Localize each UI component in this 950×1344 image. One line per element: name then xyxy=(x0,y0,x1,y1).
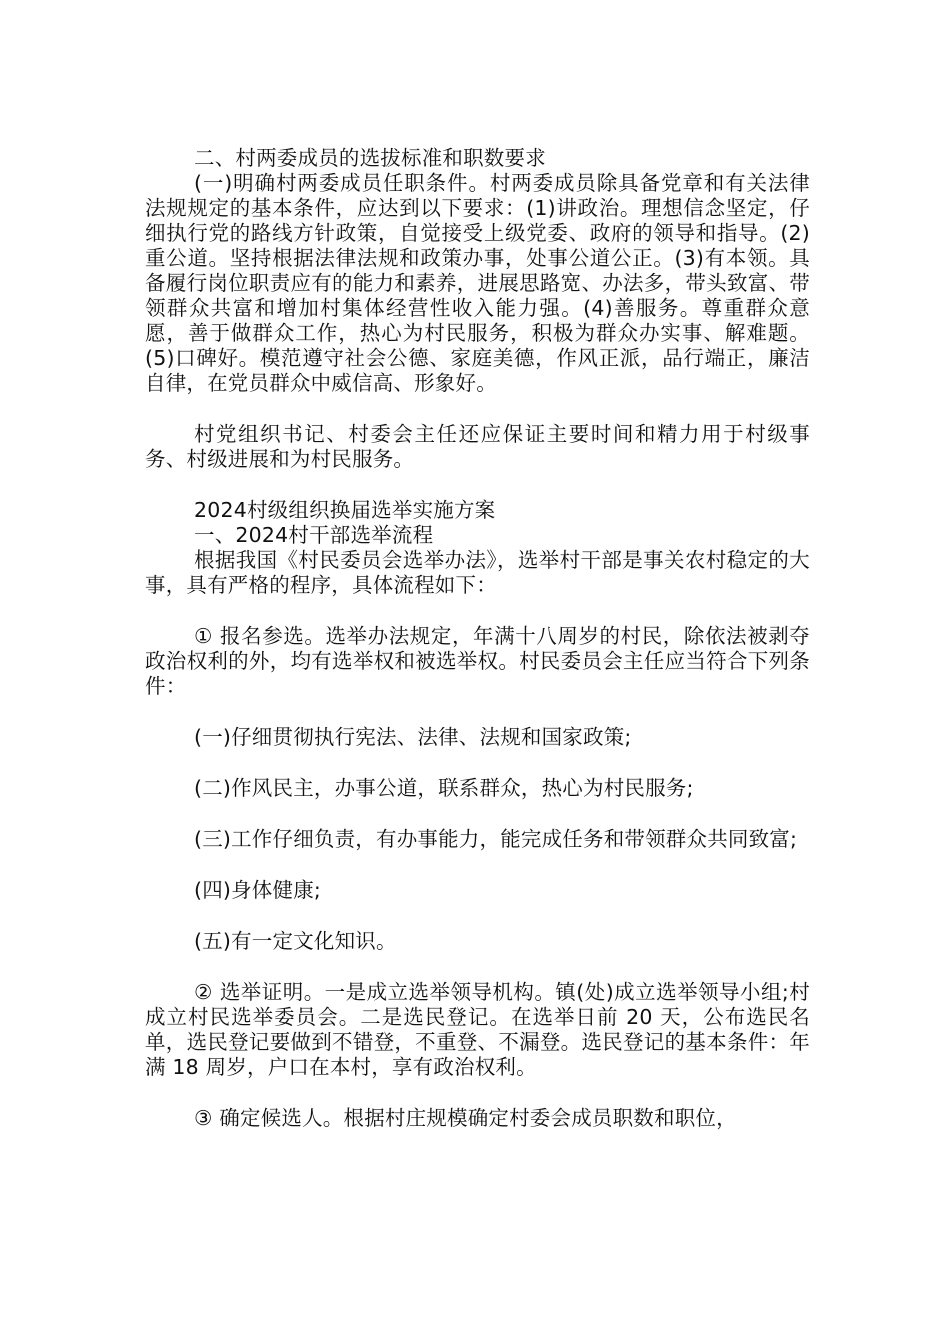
list-item-condition-5: (五)有一定文化知识。 xyxy=(194,929,397,953)
paragraph-step-election-proof: ② 选举证明。一是成立选举领导机构。镇(处)成立选举领导小组;村成立村民选举委员会。二是选民登记。在选举日前 20 天，公布选民名单，选民登记要做到不错登，不重登、不漏登。选民登记的基本条件：年满 18 周岁，户口在本村，享有政治权利。 xyxy=(145,980,810,1079)
section-heading-process: 一、2024村干部选举流程 xyxy=(194,523,434,547)
list-item-condition-4: (四)身体健康; xyxy=(194,878,322,902)
paragraph-secretary-requirement: 村党组织书记、村委会主任还应保证主要时间和精力用于村级事务、村级进展和为村民服务。 xyxy=(145,422,810,471)
paragraph-qualifications: (一)明确村两委成员任职条件。村两委成员除具备党章和有关法律法规规定的基本条件，应达到以下要求：(1)讲政治。理想信念坚定，仔细执行党的路线方针政策，自觉接受上级党委、政府的领导和指导。(2)重公道。坚持根据法律法规和政策办事，处事公道公正。(3)有本领。具备履行岗位职责应有的能力和素养，进展思路宽、办法多，带头致富、带领群众共富和增加村集体经营性收入能力强。(4)善服务。尊重群众意愿，善于做群众工作，热心为村民服务，积极为群众办实事、解难题。(5)口碑好。模范遵守社会公德、家庭美德，作风正派，品行端正，廉洁自律，在党员群众中威信高、形象好。 xyxy=(145,171,810,395)
paragraph-step-candidates: ③ 确定候选人。根据村庄规模确定村委会成员职数和职位， xyxy=(194,1106,737,1130)
section-heading-two: 二、村两委成员的选拔标准和职数要求 xyxy=(194,146,546,170)
paragraph-step-registration: ① 报名参选。选举办法规定，年满十八周岁的村民，除依法被剥夺政治权利的外，均有选举权和被选举权。村民委员会主任应当符合下列条件： xyxy=(145,624,810,698)
list-item-condition-3: (三)工作仔细负责，有办事能力，能完成任务和带领群众共同致富; xyxy=(194,827,798,851)
list-item-condition-1: (一)仔细贯彻执行宪法、法律、法规和国家政策; xyxy=(194,725,632,749)
plan-title: 2024村级组织换届选举实施方案 xyxy=(194,498,496,522)
document-body xyxy=(145,146,810,1131)
paragraph-process-intro: 根据我国《村民委员会选举办法》，选举村干部是事关农村稳定的大事，具有严格的程序，具体流程如下： xyxy=(145,548,810,597)
list-item-condition-2: (二)作风民主，办事公道，联系群众，热心为村民服务; xyxy=(194,776,694,800)
